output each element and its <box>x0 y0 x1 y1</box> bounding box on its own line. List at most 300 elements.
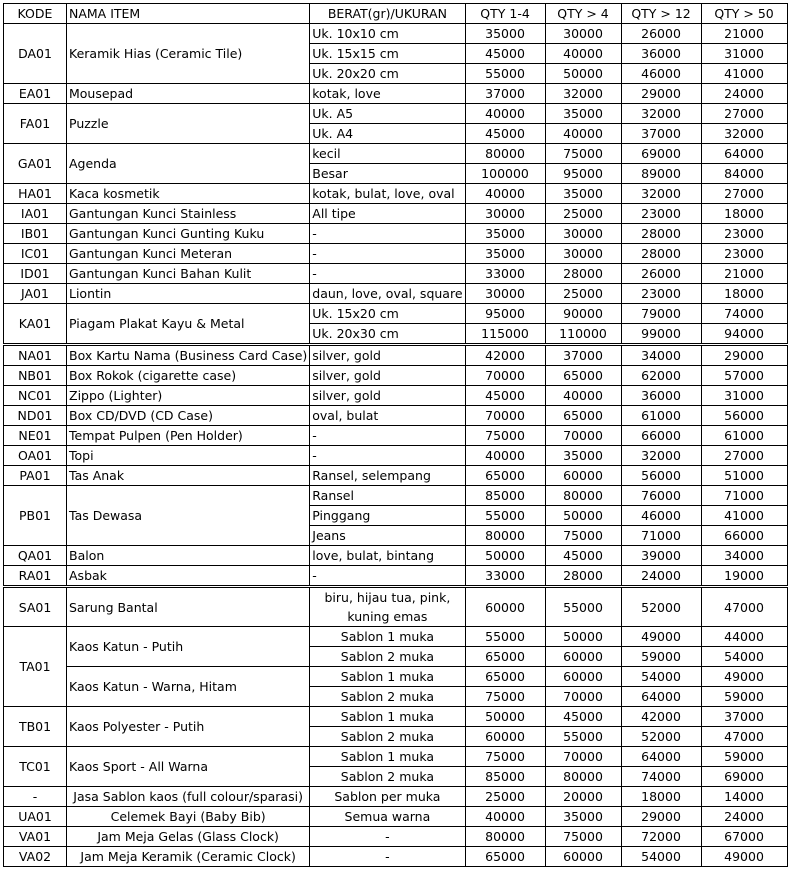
qty-1-4-cell: 75000 <box>465 426 545 446</box>
ukuran-cell: Besar <box>310 164 465 184</box>
nama-item-cell: Gantungan Kunci Bahan Kulit <box>67 264 310 284</box>
table-row <box>4 847 788 867</box>
table-row <box>4 244 788 264</box>
qty-1-4-cell: 65000 <box>465 466 545 486</box>
table-row <box>4 386 788 406</box>
table-row <box>4 486 788 506</box>
qty-gt-4-cell: 80000 <box>545 767 621 787</box>
table-row <box>4 224 788 244</box>
qty-1-4-cell: 50000 <box>465 707 545 727</box>
kode-cell: EA01 <box>4 84 67 104</box>
qty-gt-12-cell: 71000 <box>621 526 701 546</box>
kode-cell: GA01 <box>4 144 67 184</box>
qty-gt-12-cell: 36000 <box>621 44 701 64</box>
qty-gt-12-cell: 54000 <box>621 847 701 867</box>
qty-gt-50-cell: 94000 <box>701 324 787 345</box>
qty-gt-12-cell: 64000 <box>621 687 701 707</box>
kode-cell: HA01 <box>4 184 67 204</box>
qty-gt-12-cell: 89000 <box>621 164 701 184</box>
qty-1-4-cell: 33000 <box>465 566 545 587</box>
kode-cell: OA01 <box>4 446 67 466</box>
ukuran-cell: - <box>310 566 465 587</box>
qty-1-4-cell: 30000 <box>465 284 545 304</box>
kode-cell: RA01 <box>4 566 67 587</box>
nama-item-cell: Asbak <box>67 566 310 587</box>
kode-cell: PB01 <box>4 486 67 546</box>
nama-item-cell: Gantungan Kunci Gunting Kuku <box>67 224 310 244</box>
qty-1-4-cell: 40000 <box>465 446 545 466</box>
kode-cell: KA01 <box>4 304 67 345</box>
kode-cell: TC01 <box>4 747 67 787</box>
qty-gt-50-cell: 19000 <box>701 566 787 587</box>
qty-gt-50-cell: 23000 <box>701 244 787 264</box>
qty-1-4-cell: 45000 <box>465 124 545 144</box>
qty-1-4-cell: 35000 <box>465 24 545 44</box>
nama-item-cell: Tas Anak <box>67 466 310 486</box>
table-row <box>4 184 788 204</box>
qty-gt-4-cell: 32000 <box>545 84 621 104</box>
qty-1-4-cell: 33000 <box>465 264 545 284</box>
qty-gt-4-cell: 110000 <box>545 324 621 345</box>
qty-gt-4-cell: 75000 <box>545 144 621 164</box>
qty-gt-12-cell: 74000 <box>621 767 701 787</box>
qty-gt-4-cell: 50000 <box>545 627 621 647</box>
qty-gt-4-cell: 30000 <box>545 224 621 244</box>
qty-gt-50-cell: 31000 <box>701 386 787 406</box>
qty-1-4-cell: 60000 <box>465 587 545 627</box>
qty-1-4-cell: 85000 <box>465 486 545 506</box>
qty-1-4-cell: 115000 <box>465 324 545 345</box>
header-kode: KODE <box>4 4 67 24</box>
table-row <box>4 204 788 224</box>
kode-cell: NE01 <box>4 426 67 446</box>
qty-gt-50-cell: 59000 <box>701 687 787 707</box>
ukuran-cell: silver, gold <box>310 345 465 366</box>
qty-gt-12-cell: 46000 <box>621 506 701 526</box>
kode-cell: IB01 <box>4 224 67 244</box>
qty-gt-50-cell: 69000 <box>701 767 787 787</box>
qty-gt-4-cell: 45000 <box>545 707 621 727</box>
kode-cell: JA01 <box>4 284 67 304</box>
qty-1-4-cell: 30000 <box>465 204 545 224</box>
qty-gt-12-cell: 26000 <box>621 264 701 284</box>
ukuran-cell: Pinggang <box>310 506 465 526</box>
qty-gt-12-cell: 18000 <box>621 787 701 807</box>
nama-item-cell: Sarung Bantal <box>67 587 310 627</box>
ukuran-cell: - <box>310 244 465 264</box>
qty-gt-12-cell: 76000 <box>621 486 701 506</box>
qty-1-4-cell: 70000 <box>465 366 545 386</box>
kode-cell: IA01 <box>4 204 67 224</box>
qty-gt-12-cell: 72000 <box>621 827 701 847</box>
table-row <box>4 667 788 687</box>
qty-gt-12-cell: 26000 <box>621 24 701 44</box>
qty-gt-4-cell: 65000 <box>545 366 621 386</box>
ukuran-cell: silver, gold <box>310 386 465 406</box>
qty-1-4-cell: 80000 <box>465 526 545 546</box>
kode-cell: DA01 <box>4 24 67 84</box>
ukuran-cell: Uk. A4 <box>310 124 465 144</box>
kode-cell: VA02 <box>4 847 67 867</box>
ukuran-cell: Uk. 10x10 cm <box>310 24 465 44</box>
qty-gt-12-cell: 52000 <box>621 587 701 627</box>
qty-gt-12-cell: 39000 <box>621 546 701 566</box>
qty-gt-50-cell: 44000 <box>701 627 787 647</box>
qty-gt-4-cell: 20000 <box>545 787 621 807</box>
nama-item-cell: Kaos Polyester - Putih <box>67 707 310 747</box>
qty-gt-12-cell: 32000 <box>621 446 701 466</box>
qty-1-4-cell: 45000 <box>465 44 545 64</box>
ukuran-cell: daun, love, oval, square <box>310 284 465 304</box>
nama-item-cell: Kaos Katun - Putih <box>67 627 310 667</box>
qty-gt-50-cell: 51000 <box>701 466 787 486</box>
qty-gt-12-cell: 54000 <box>621 667 701 687</box>
qty-1-4-cell: 40000 <box>465 184 545 204</box>
table-row <box>4 566 788 587</box>
qty-gt-50-cell: 61000 <box>701 426 787 446</box>
table-row <box>4 264 788 284</box>
qty-gt-50-cell: 27000 <box>701 446 787 466</box>
qty-gt-12-cell: 24000 <box>621 566 701 587</box>
qty-gt-4-cell: 40000 <box>545 124 621 144</box>
nama-item-cell: Topi <box>67 446 310 466</box>
qty-gt-50-cell: 24000 <box>701 84 787 104</box>
qty-gt-50-cell: 31000 <box>701 44 787 64</box>
qty-gt-50-cell: 14000 <box>701 787 787 807</box>
qty-gt-4-cell: 90000 <box>545 304 621 324</box>
qty-gt-50-cell: 64000 <box>701 144 787 164</box>
qty-1-4-cell: 65000 <box>465 667 545 687</box>
qty-gt-4-cell: 65000 <box>545 406 621 426</box>
nama-item-cell: Gantungan Kunci Meteran <box>67 244 310 264</box>
ukuran-cell: Uk. 15x15 cm <box>310 44 465 64</box>
ukuran-cell: Uk. 20x30 cm <box>310 324 465 345</box>
qty-gt-4-cell: 55000 <box>545 587 621 627</box>
nama-item-cell: Zippo (Lighter) <box>67 386 310 406</box>
qty-gt-4-cell: 60000 <box>545 667 621 687</box>
ukuran-cell: Ransel, selempang <box>310 466 465 486</box>
qty-gt-50-cell: 37000 <box>701 707 787 727</box>
table-row <box>4 546 788 566</box>
ukuran-cell: oval, bulat <box>310 406 465 426</box>
nama-item-cell: Agenda <box>67 144 310 184</box>
ukuran-cell: - <box>310 847 465 867</box>
table-row <box>4 345 788 366</box>
qty-1-4-cell: 37000 <box>465 84 545 104</box>
ukuran-cell: - <box>310 224 465 244</box>
qty-gt-12-cell: 49000 <box>621 627 701 647</box>
qty-gt-12-cell: 52000 <box>621 727 701 747</box>
qty-1-4-cell: 65000 <box>465 647 545 667</box>
header-qty-1-4: QTY 1-4 <box>465 4 545 24</box>
qty-gt-4-cell: 80000 <box>545 486 621 506</box>
qty-gt-12-cell: 61000 <box>621 406 701 426</box>
kode-cell: SA01 <box>4 587 67 627</box>
kode-cell: QA01 <box>4 546 67 566</box>
qty-1-4-cell: 95000 <box>465 304 545 324</box>
nama-item-cell: Tas Dewasa <box>67 486 310 546</box>
table-row <box>4 807 788 827</box>
ukuran-cell: Sablon 2 muka <box>310 647 465 667</box>
qty-gt-12-cell: 29000 <box>621 807 701 827</box>
qty-gt-50-cell: 67000 <box>701 827 787 847</box>
kode-cell: UA01 <box>4 807 67 827</box>
table-row <box>4 787 788 807</box>
qty-1-4-cell: 50000 <box>465 546 545 566</box>
price-table <box>3 3 788 867</box>
ukuran-cell: - <box>310 264 465 284</box>
qty-gt-50-cell: 27000 <box>701 184 787 204</box>
qty-1-4-cell: 75000 <box>465 747 545 767</box>
qty-gt-4-cell: 70000 <box>545 747 621 767</box>
qty-gt-50-cell: 59000 <box>701 747 787 767</box>
qty-gt-4-cell: 70000 <box>545 426 621 446</box>
ukuran-cell: Sablon 2 muka <box>310 687 465 707</box>
qty-gt-4-cell: 30000 <box>545 24 621 44</box>
nama-item-cell: Balon <box>67 546 310 566</box>
header-row <box>4 4 788 24</box>
qty-gt-4-cell: 50000 <box>545 506 621 526</box>
ukuran-cell: Sablon per muka <box>310 787 465 807</box>
table-row <box>4 587 788 627</box>
qty-gt-12-cell: 66000 <box>621 426 701 446</box>
ukuran-cell: kotak, love <box>310 84 465 104</box>
qty-1-4-cell: 35000 <box>465 224 545 244</box>
ukuran-cell: Ransel <box>310 486 465 506</box>
ukuran-cell: - <box>310 827 465 847</box>
qty-gt-12-cell: 62000 <box>621 366 701 386</box>
kode-cell: ID01 <box>4 264 67 284</box>
ukuran-cell: biru, hijau tua, pink, kuning emas <box>310 587 465 627</box>
kode-cell: IC01 <box>4 244 67 264</box>
header-qty-gt-50: QTY > 50 <box>701 4 787 24</box>
qty-gt-4-cell: 40000 <box>545 386 621 406</box>
qty-gt-50-cell: 84000 <box>701 164 787 184</box>
qty-1-4-cell: 55000 <box>465 64 545 84</box>
qty-gt-12-cell: 42000 <box>621 707 701 727</box>
qty-gt-50-cell: 23000 <box>701 224 787 244</box>
qty-gt-12-cell: 34000 <box>621 345 701 366</box>
qty-gt-50-cell: 49000 <box>701 847 787 867</box>
qty-gt-12-cell: 29000 <box>621 84 701 104</box>
ukuran-cell: kecil <box>310 144 465 164</box>
nama-item-cell: Gantungan Kunci Stainless <box>67 204 310 224</box>
qty-gt-50-cell: 56000 <box>701 406 787 426</box>
kode-cell: FA01 <box>4 104 67 144</box>
header-qty-gt-4: QTY > 4 <box>545 4 621 24</box>
nama-item-cell: Jam Meja Gelas (Glass Clock) <box>67 827 310 847</box>
qty-gt-12-cell: 99000 <box>621 324 701 345</box>
qty-gt-50-cell: 29000 <box>701 345 787 366</box>
table-row <box>4 84 788 104</box>
table-row <box>4 627 788 647</box>
ukuran-cell: Sablon 2 muka <box>310 767 465 787</box>
table-row <box>4 827 788 847</box>
qty-1-4-cell: 100000 <box>465 164 545 184</box>
kode-cell: NB01 <box>4 366 67 386</box>
ukuran-cell: silver, gold <box>310 366 465 386</box>
table-row <box>4 426 788 446</box>
kode-cell: NC01 <box>4 386 67 406</box>
nama-item-cell: Box CD/DVD (CD Case) <box>67 406 310 426</box>
qty-gt-12-cell: 32000 <box>621 184 701 204</box>
qty-gt-4-cell: 45000 <box>545 546 621 566</box>
qty-1-4-cell: 85000 <box>465 767 545 787</box>
qty-gt-4-cell: 60000 <box>545 847 621 867</box>
qty-1-4-cell: 55000 <box>465 506 545 526</box>
ukuran-cell: Sablon 1 muka <box>310 627 465 647</box>
kode-cell: TA01 <box>4 627 67 707</box>
nama-item-cell: Tempat Pulpen (Pen Holder) <box>67 426 310 446</box>
qty-gt-4-cell: 28000 <box>545 264 621 284</box>
qty-gt-50-cell: 21000 <box>701 24 787 44</box>
nama-item-cell: Puzzle <box>67 104 310 144</box>
qty-gt-50-cell: 32000 <box>701 124 787 144</box>
qty-gt-4-cell: 40000 <box>545 44 621 64</box>
qty-gt-50-cell: 47000 <box>701 727 787 747</box>
qty-gt-4-cell: 37000 <box>545 345 621 366</box>
nama-item-cell: Kaos Katun - Warna, Hitam <box>67 667 310 707</box>
qty-1-4-cell: 35000 <box>465 244 545 264</box>
kode-cell: - <box>4 787 67 807</box>
qty-gt-4-cell: 95000 <box>545 164 621 184</box>
qty-1-4-cell: 70000 <box>465 406 545 426</box>
table-row <box>4 304 788 324</box>
qty-gt-50-cell: 41000 <box>701 64 787 84</box>
table-body <box>4 24 788 867</box>
table-row <box>4 144 788 164</box>
qty-gt-50-cell: 66000 <box>701 526 787 546</box>
header-qty-gt-12: QTY > 12 <box>621 4 701 24</box>
ukuran-cell: Sablon 1 muka <box>310 747 465 767</box>
qty-gt-50-cell: 74000 <box>701 304 787 324</box>
qty-gt-4-cell: 60000 <box>545 466 621 486</box>
table-row <box>4 406 788 426</box>
table-row <box>4 24 788 44</box>
qty-1-4-cell: 45000 <box>465 386 545 406</box>
kode-cell: VA01 <box>4 827 67 847</box>
qty-gt-12-cell: 69000 <box>621 144 701 164</box>
ukuran-cell: All tipe <box>310 204 465 224</box>
qty-gt-12-cell: 64000 <box>621 747 701 767</box>
kode-cell: ND01 <box>4 406 67 426</box>
qty-gt-12-cell: 23000 <box>621 284 701 304</box>
kode-cell: NA01 <box>4 345 67 366</box>
nama-item-cell: Celemek Bayi (Baby Bib) <box>67 807 310 827</box>
nama-item-cell: Keramik Hias (Ceramic Tile) <box>67 24 310 84</box>
qty-gt-50-cell: 18000 <box>701 284 787 304</box>
qty-gt-4-cell: 35000 <box>545 104 621 124</box>
qty-gt-50-cell: 49000 <box>701 667 787 687</box>
qty-gt-12-cell: 28000 <box>621 224 701 244</box>
nama-item-cell: Jasa Sablon kaos (full colour/sparasi) <box>67 787 310 807</box>
ukuran-cell: Semua warna <box>310 807 465 827</box>
qty-gt-50-cell: 71000 <box>701 486 787 506</box>
table-row <box>4 466 788 486</box>
qty-gt-4-cell: 25000 <box>545 204 621 224</box>
qty-gt-4-cell: 50000 <box>545 64 621 84</box>
qty-gt-4-cell: 60000 <box>545 647 621 667</box>
ukuran-cell: love, bulat, bintang <box>310 546 465 566</box>
qty-gt-50-cell: 57000 <box>701 366 787 386</box>
qty-gt-50-cell: 18000 <box>701 204 787 224</box>
qty-gt-4-cell: 70000 <box>545 687 621 707</box>
ukuran-cell: Sablon 1 muka <box>310 667 465 687</box>
qty-gt-12-cell: 59000 <box>621 647 701 667</box>
qty-gt-12-cell: 36000 <box>621 386 701 406</box>
qty-1-4-cell: 40000 <box>465 104 545 124</box>
qty-gt-50-cell: 41000 <box>701 506 787 526</box>
table-row <box>4 747 788 767</box>
table-row <box>4 366 788 386</box>
qty-gt-12-cell: 28000 <box>621 244 701 264</box>
nama-item-cell: Mousepad <box>67 84 310 104</box>
qty-1-4-cell: 65000 <box>465 847 545 867</box>
table-row <box>4 284 788 304</box>
qty-1-4-cell: 80000 <box>465 144 545 164</box>
ukuran-cell: Sablon 1 muka <box>310 707 465 727</box>
ukuran-cell: kotak, bulat, love, oval <box>310 184 465 204</box>
ukuran-cell: - <box>310 446 465 466</box>
qty-1-4-cell: 60000 <box>465 727 545 747</box>
qty-gt-4-cell: 75000 <box>545 827 621 847</box>
ukuran-cell: - <box>310 426 465 446</box>
kode-cell: PA01 <box>4 466 67 486</box>
qty-1-4-cell: 80000 <box>465 827 545 847</box>
qty-gt-12-cell: 56000 <box>621 466 701 486</box>
qty-gt-4-cell: 35000 <box>545 807 621 827</box>
nama-item-cell: Kaca kosmetik <box>67 184 310 204</box>
qty-gt-4-cell: 25000 <box>545 284 621 304</box>
qty-gt-12-cell: 32000 <box>621 104 701 124</box>
qty-1-4-cell: 25000 <box>465 787 545 807</box>
nama-item-cell: Box Kartu Nama (Business Card Case) <box>67 345 310 366</box>
nama-item-cell: Kaos Sport - All Warna <box>67 747 310 787</box>
nama-item-cell: Piagam Plakat Kayu & Metal <box>67 304 310 345</box>
nama-item-cell: Liontin <box>67 284 310 304</box>
qty-gt-12-cell: 46000 <box>621 64 701 84</box>
qty-gt-12-cell: 79000 <box>621 304 701 324</box>
table-row <box>4 707 788 727</box>
ukuran-cell: Jeans <box>310 526 465 546</box>
qty-gt-4-cell: 35000 <box>545 184 621 204</box>
qty-gt-12-cell: 37000 <box>621 124 701 144</box>
qty-1-4-cell: 75000 <box>465 687 545 707</box>
qty-gt-4-cell: 75000 <box>545 526 621 546</box>
ukuran-cell: Uk. A5 <box>310 104 465 124</box>
qty-gt-50-cell: 54000 <box>701 647 787 667</box>
qty-gt-50-cell: 34000 <box>701 546 787 566</box>
nama-item-cell: Jam Meja Keramik (Ceramic Clock) <box>67 847 310 867</box>
qty-gt-12-cell: 23000 <box>621 204 701 224</box>
qty-gt-4-cell: 30000 <box>545 244 621 264</box>
ukuran-cell: Sablon 2 muka <box>310 727 465 747</box>
qty-gt-50-cell: 47000 <box>701 587 787 627</box>
qty-gt-50-cell: 21000 <box>701 264 787 284</box>
qty-1-4-cell: 55000 <box>465 627 545 647</box>
ukuran-cell: Uk. 20x20 cm <box>310 64 465 84</box>
header-berat-ukuran: BERAT(gr)/UKURAN <box>310 4 465 24</box>
qty-gt-4-cell: 55000 <box>545 727 621 747</box>
qty-gt-50-cell: 27000 <box>701 104 787 124</box>
kode-cell: TB01 <box>4 707 67 747</box>
qty-gt-4-cell: 28000 <box>545 566 621 587</box>
header-nama-item: NAMA ITEM <box>67 4 310 24</box>
qty-gt-50-cell: 24000 <box>701 807 787 827</box>
table-row <box>4 446 788 466</box>
nama-item-cell: Box Rokok (cigarette case) <box>67 366 310 386</box>
qty-1-4-cell: 42000 <box>465 345 545 366</box>
